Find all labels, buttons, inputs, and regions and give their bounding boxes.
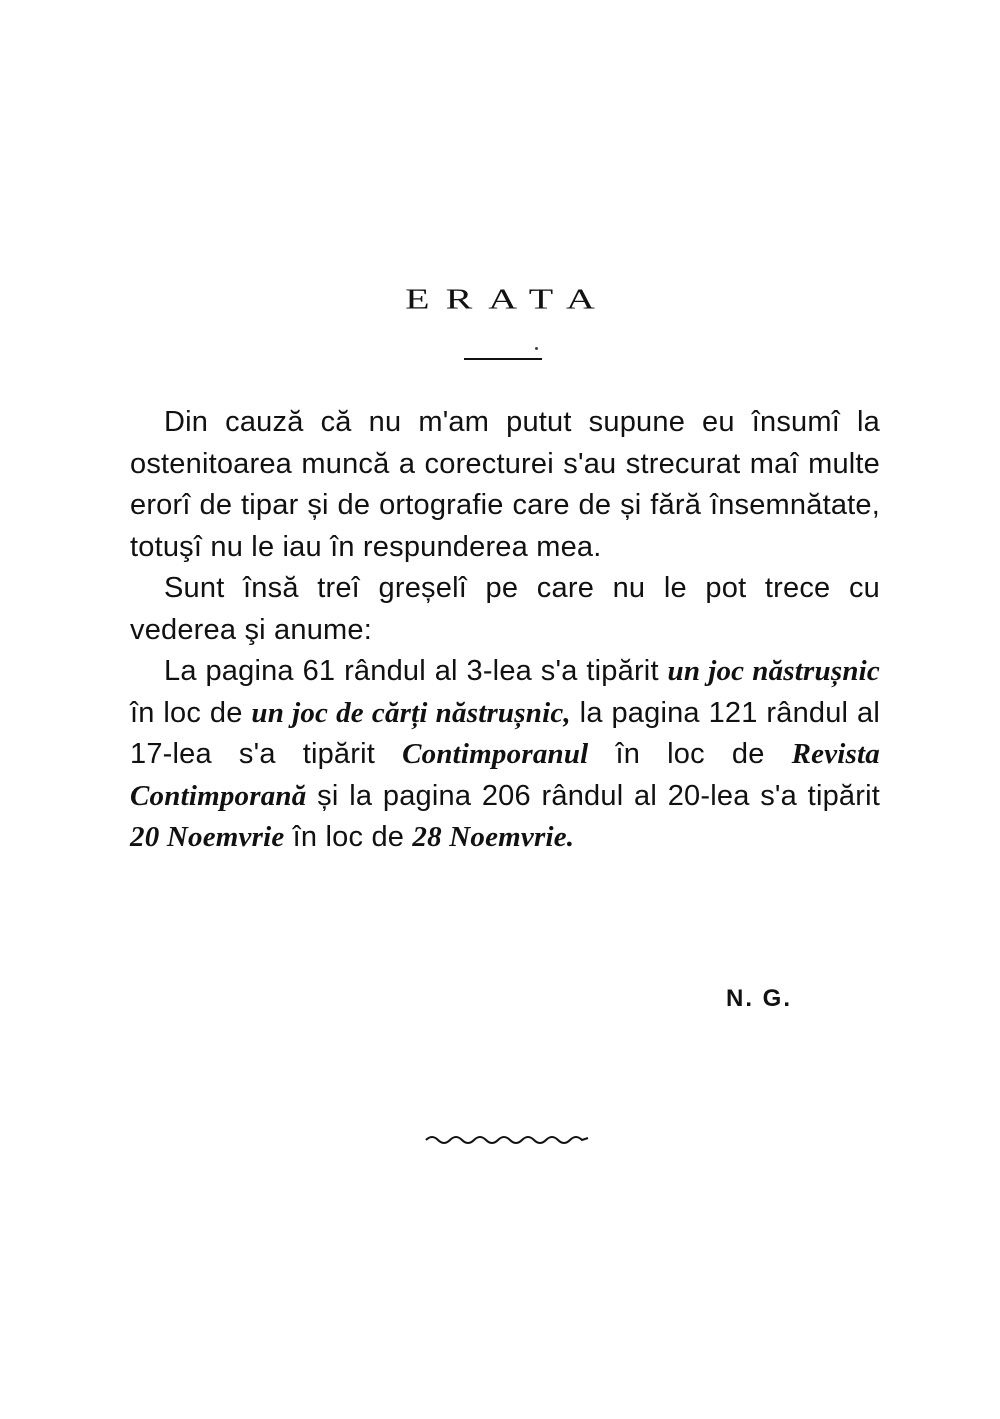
text-segment: în loc de [588,738,792,770]
paragraph [130,651,880,859]
wavy-line-ornament-icon [424,1132,590,1148]
text-segment: în loc de [130,696,252,729]
italic-segment: 20 Noemvrie [130,821,285,853]
text-segment: Din cauză că nu m'am putut supune eu însumî la ostenitoarea muncă a corecturei s'au strecurat maî multe erorî de tipar și de ortografie care de și fără însemnătate, totuşî nu le iau în respunderea mea. [130,406,880,563]
italic-segment: Contimporanul [402,738,589,770]
text-segment: și la pagina 206 rândul al 20-lea s'a tipărit [306,779,880,812]
text-segment: La pagina 61 rândul al 3-lea s'a tipărit [164,655,668,687]
italic-segment: 28 Noemvrie. [412,821,575,853]
italic-segment: un joc de cărți năstrușnic, [251,696,571,729]
italic-segment: Revista Contimporană [130,738,880,812]
text-segment: Sunt însă treî greșelî pe care nu le pot trece cu vederea şi anume: [130,572,880,646]
signature: N. G. [726,985,793,1012]
page-title: ERATA [405,282,611,316]
erratum-body [130,402,880,859]
paragraph [130,568,880,651]
text-segment: la pagina 121 rândul al 17-lea s'a tipărit [130,696,880,770]
title-dot [535,347,538,350]
title-rule [464,358,542,360]
italic-segment: un joc năstrușnic [667,655,880,687]
paragraph [130,402,880,568]
text-segment: în loc de [284,821,413,853]
